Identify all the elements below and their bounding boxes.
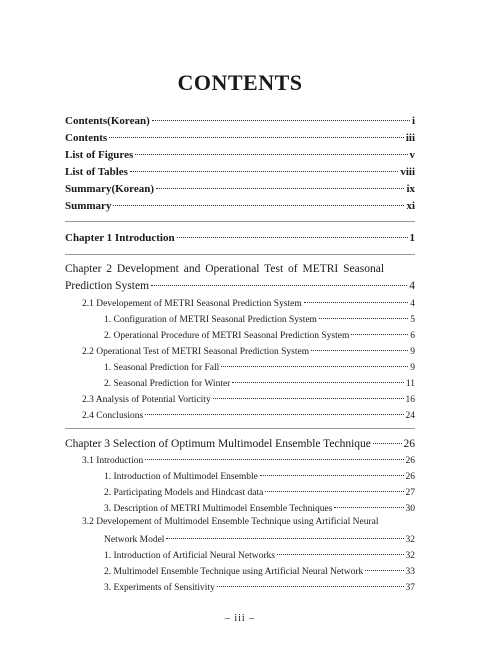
leader-dots bbox=[351, 334, 408, 335]
toc-entry-label: 2. Multimodel Ensemble Technique using Artificial Neural Network bbox=[104, 567, 364, 577]
leader-dots bbox=[152, 120, 410, 121]
toc-page-number: viii bbox=[400, 166, 415, 178]
toc-page-number: 6 bbox=[410, 331, 415, 341]
toc-page-number: 9 bbox=[410, 363, 415, 373]
toc-section-3-2-line1[interactable]: 3.2 Developement of Multimodel Ensemble Technique using Artificial Neural bbox=[82, 517, 379, 527]
toc-entry-contents[interactable] bbox=[65, 131, 415, 145]
toc-entry-contents-korean[interactable] bbox=[65, 114, 415, 128]
leader-dots bbox=[304, 302, 408, 303]
leader-dots bbox=[232, 382, 404, 383]
toc-entry-label: Contents bbox=[65, 132, 108, 144]
toc-chapter-2[interactable] bbox=[65, 279, 415, 293]
leader-dots bbox=[130, 171, 398, 172]
toc-chapter-2-line1[interactable]: Chapter 2 Development and Operational Test of METRI Seasonal bbox=[65, 263, 385, 275]
page-title: CONTENTS bbox=[177, 70, 303, 95]
toc-subsection[interactable] bbox=[104, 549, 415, 563]
page-number-footer: – iii – bbox=[224, 613, 256, 624]
toc-section-3-2[interactable] bbox=[104, 533, 415, 547]
toc-entry-label: 2.1 Developement of METRI Seasonal Prediction System bbox=[82, 299, 302, 309]
toc-entry-label: 2.3 Analysis of Potential Vorticity bbox=[82, 395, 211, 405]
leader-dots bbox=[109, 137, 404, 138]
toc-entry-label: 3. Description of METRI Multimodel Ensemble Techniques bbox=[104, 504, 333, 514]
toc-entry-label: Summary(Korean) bbox=[65, 183, 155, 195]
toc-page-number: v bbox=[409, 149, 415, 161]
toc-page-number: 32 bbox=[405, 551, 415, 561]
leader-dots bbox=[135, 154, 407, 155]
toc-page-number: ix bbox=[406, 183, 415, 195]
toc-chapter-label: Prediction System bbox=[65, 280, 150, 292]
toc-chapter-label: Chapter 1 Introduction bbox=[65, 232, 175, 244]
toc-chapter-3[interactable] bbox=[65, 437, 415, 451]
toc-page-number: 4 bbox=[409, 280, 415, 292]
toc-page-number: i bbox=[411, 115, 415, 127]
leader-dots bbox=[277, 554, 404, 555]
leader-dots bbox=[221, 366, 408, 367]
toc-page-number: 16 bbox=[405, 395, 415, 405]
toc-entry-label: 1. Introduction of Artificial Neural Networks bbox=[104, 551, 275, 561]
toc-subsection[interactable] bbox=[104, 486, 415, 500]
toc-section-2-1[interactable] bbox=[82, 297, 415, 311]
toc-entry-label: 3. Experiments of Sensitivity bbox=[104, 583, 215, 593]
toc-subsection[interactable] bbox=[104, 329, 415, 343]
leader-dots bbox=[311, 350, 408, 351]
toc-subsection[interactable] bbox=[104, 470, 415, 484]
toc-entry-label: 2. Seasonal Prediction for Winter bbox=[104, 379, 231, 389]
leader-dots bbox=[151, 285, 407, 286]
toc-page-number: 1 bbox=[409, 232, 415, 244]
toc-entry-label: 3.1 Introduction bbox=[82, 456, 144, 466]
toc-entry-label: Summary bbox=[65, 200, 112, 212]
leader-dots bbox=[260, 475, 404, 476]
toc-entry-list-of-figures[interactable] bbox=[65, 148, 415, 162]
toc-section-3-1[interactable] bbox=[82, 454, 415, 468]
toc-section-2-4[interactable] bbox=[82, 409, 415, 423]
toc-entry-label: 2.4 Conclusions bbox=[82, 411, 144, 421]
toc-page-number: 26 bbox=[405, 456, 415, 466]
toc-page-number: xi bbox=[406, 200, 415, 212]
toc-chapter-1[interactable] bbox=[65, 231, 415, 245]
toc-page-number: 32 bbox=[405, 535, 415, 545]
toc-page-number: 9 bbox=[410, 347, 415, 357]
toc-subsection[interactable] bbox=[104, 502, 415, 516]
toc-entry-summary-korean[interactable] bbox=[65, 182, 415, 196]
leader-dots bbox=[319, 318, 408, 319]
leader-dots bbox=[166, 538, 403, 539]
toc-entry-list-of-tables[interactable] bbox=[65, 165, 415, 179]
toc-section-2-2[interactable] bbox=[82, 345, 415, 359]
leader-dots bbox=[217, 586, 404, 587]
toc-page-number: 4 bbox=[410, 299, 415, 309]
leader-dots bbox=[145, 459, 403, 460]
toc-subsection[interactable] bbox=[104, 581, 415, 595]
toc-page-number: iii bbox=[405, 132, 415, 144]
toc-entry-label: List of Figures bbox=[65, 149, 134, 161]
toc-entry-label: 1. Introduction of Multimodel Ensemble bbox=[104, 472, 258, 482]
leader-dots bbox=[373, 443, 402, 444]
toc-entry-label: Contents(Korean) bbox=[65, 115, 150, 127]
toc-page-number: 5 bbox=[410, 315, 415, 325]
toc-page-number: 26 bbox=[403, 438, 415, 450]
section-divider bbox=[65, 221, 415, 222]
toc-entry-label: 2. Operational Procedure of METRI Seasonal Prediction System bbox=[104, 331, 350, 341]
toc-chapter-label: Chapter 3 Selection of Optimum Multimodel Ensemble Technique bbox=[65, 438, 371, 450]
leader-dots bbox=[365, 570, 403, 571]
toc-page-number: 27 bbox=[405, 488, 415, 498]
toc-page-number: 24 bbox=[405, 411, 415, 421]
toc-entry-label: 2. Participating Models and Hindcast data bbox=[104, 488, 264, 498]
leader-dots bbox=[113, 205, 404, 206]
toc-entry-label: Network Model bbox=[104, 535, 165, 545]
toc-section-2-3[interactable] bbox=[82, 393, 415, 407]
toc-page-number: 26 bbox=[405, 472, 415, 482]
leader-dots bbox=[265, 491, 403, 492]
leader-dots bbox=[145, 414, 403, 415]
toc-subsection[interactable] bbox=[104, 565, 415, 579]
toc-page-number: 30 bbox=[405, 504, 415, 514]
toc-page-number: 37 bbox=[405, 583, 415, 593]
toc-entry-label: 1. Seasonal Prediction for Fall bbox=[104, 363, 220, 373]
toc-entry-label: List of Tables bbox=[65, 166, 128, 178]
toc-entry-summary[interactable] bbox=[65, 199, 415, 213]
toc-subsection[interactable] bbox=[104, 313, 415, 327]
toc-page-number: 33 bbox=[405, 567, 415, 577]
section-divider bbox=[65, 254, 415, 255]
leader-dots bbox=[156, 188, 404, 189]
leader-dots bbox=[177, 237, 408, 238]
leader-dots bbox=[213, 398, 404, 399]
toc-entry-label: 1. Configuration of METRI Seasonal Prediction System bbox=[104, 315, 317, 325]
toc-subsection[interactable] bbox=[104, 361, 415, 375]
section-divider bbox=[65, 428, 415, 429]
toc-subsection[interactable] bbox=[104, 377, 415, 391]
leader-dots bbox=[334, 507, 403, 508]
toc-page-number: 11 bbox=[405, 379, 415, 389]
toc-entry-label: 2.2 Operational Test of METRI Seasonal Prediction System bbox=[82, 347, 310, 357]
